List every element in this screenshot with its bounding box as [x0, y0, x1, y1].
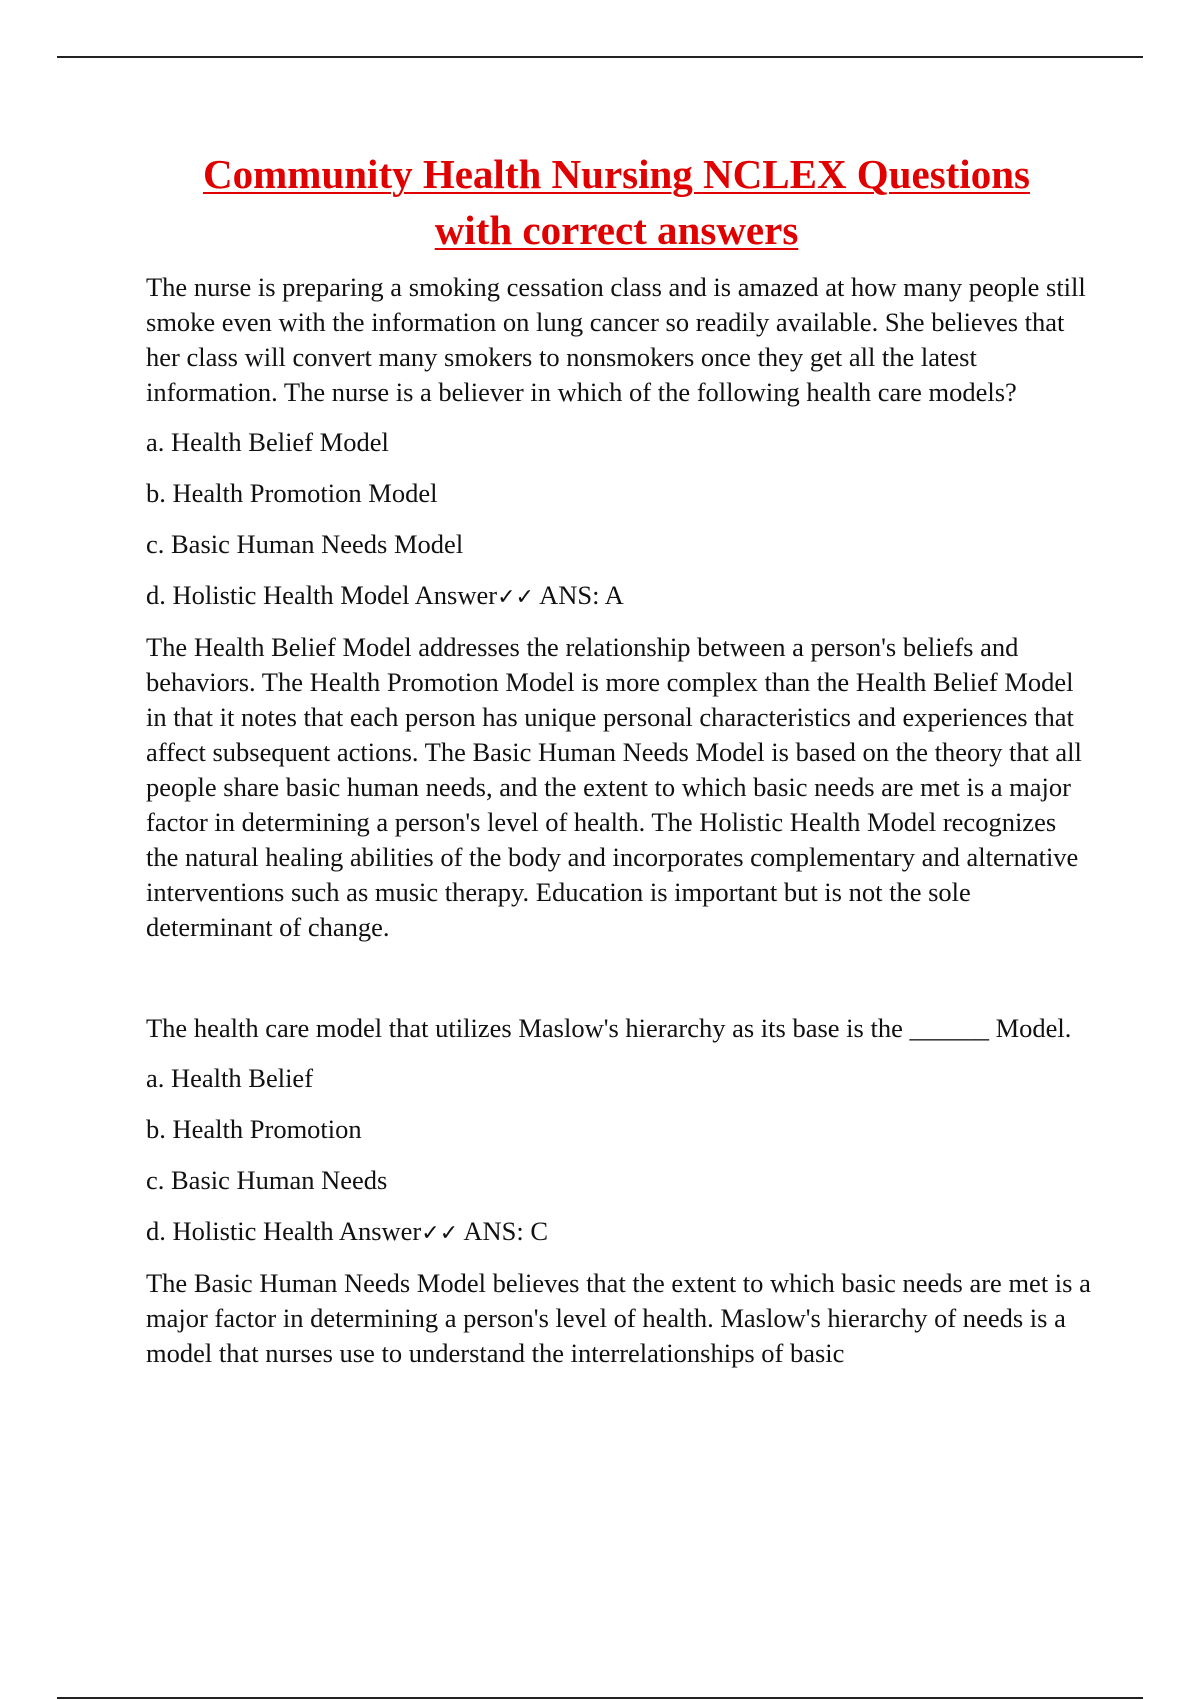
checkmark-icon: ✓✓: [497, 585, 534, 610]
question-2-stem: The health care model that utilizes Maslow's hierarchy as its base is the ______ Model.: [146, 1013, 1072, 1043]
document-body: [146, 270, 1091, 1371]
question-1-stem: The nurse is preparing a smoking cessation class and is amazed at how many people still smoke even with the information on lung cancer so readily available. She believes that her class will convert many smokers to nonsmokers once they get all the latest information. The nurse is a believer in which of the following health care models?: [146, 272, 1086, 407]
question-1-option-d-text: d. Holistic Health Model Answer: [146, 580, 498, 610]
question-1-option-b: b. Health Promotion Model: [146, 478, 438, 508]
question-1-option-c: c. Basic Human Needs Model: [146, 529, 464, 559]
question-2-answer: ANS: C: [463, 1216, 548, 1246]
document-title: [100, 146, 1133, 258]
question-2-option-d: [146, 1214, 1091, 1251]
footer-rule: [57, 1697, 1143, 1699]
question-2-option-d-text: d. Holistic Health Answer: [146, 1216, 422, 1246]
question-2-option-a: a. Health Belief: [146, 1063, 314, 1093]
question-1-rationale: The Health Belief Model addresses the relationship between a person's beliefs and behaviors. The Health Promotion Model is more complex than the Health Belief Model in that it notes that each person has unique personal characteristics and experiences that affect subsequent actions. The Basic Human Needs Model is based on the theory that all people share basic human needs, and the extent to which basic needs are met is a major factor in determining a person's level of health. The Holistic Health Model recognizes the natural healing abilities of the body and incorporates complementary and alternative interventions such as music therapy. Education is important but is not the sole determinant of change.: [146, 632, 1082, 942]
title-line-2: with correct answers: [434, 207, 799, 253]
question-separator: [146, 945, 1091, 1011]
checkmark-icon: ✓✓: [421, 1221, 459, 1246]
question-1-option-d: [146, 578, 1091, 615]
question-2-option-c: c. Basic Human Needs: [146, 1165, 388, 1195]
question-2-option-b: b. Health Promotion: [146, 1114, 362, 1144]
question-1-option-a: a. Health Belief Model: [146, 427, 389, 457]
header-rule: [57, 56, 1143, 58]
question-2-rationale: The Basic Human Needs Model believes that the extent to which basic needs are met is a major factor in determining a person's level of health. Maslow's hierarchy of needs is a model that nurses use to understand the interrelationships of basic: [146, 1268, 1091, 1368]
title-line-1: Community Health Nursing NCLEX Questions: [203, 151, 1030, 197]
question-1-answer: ANS: A: [539, 580, 624, 610]
